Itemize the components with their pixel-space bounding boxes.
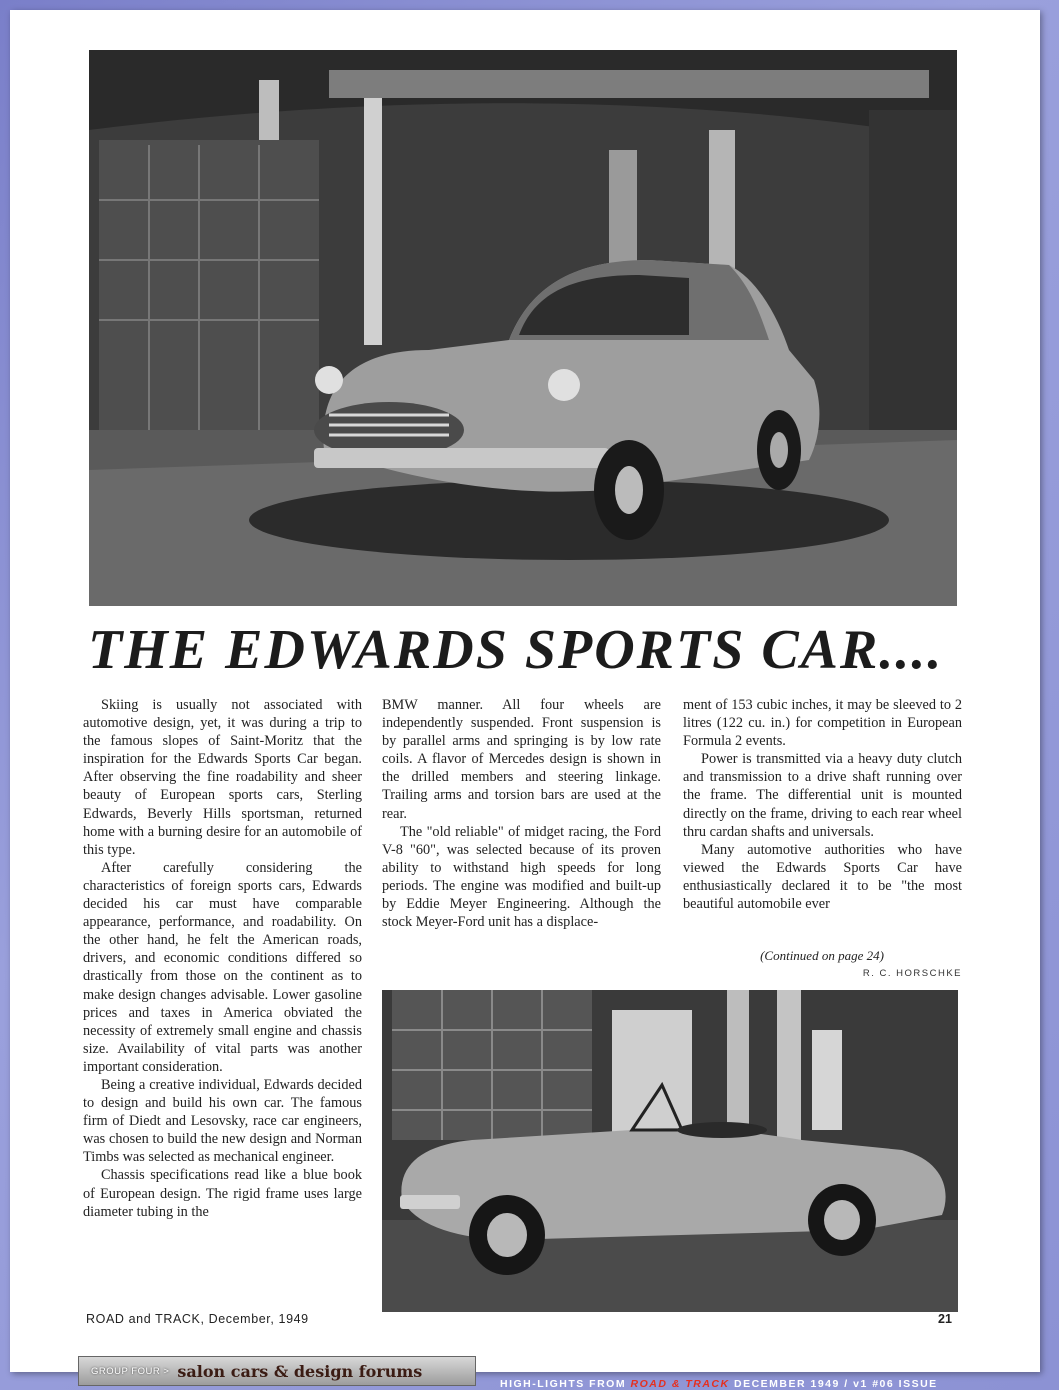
photo-convertible [382,990,958,1312]
paragraph: Skiing is usually not associated with automotive design, yet, it was during a trip to the famous slopes of Saint-Moritz that the inspiration for the Edwards Sports Car began. After observing the fine roadability and sheer beauty of European sports cars, Sterling Edwards, Beverly Hills sportsman, returned home with a burning desire for an automobile of this type. [83,697,362,858]
paragraph: Being a creative individual, Edwards decided to design and build his own car. The famous firm of Diedt and Lesovsky, race car engineers, was chosen to build the new design and Norman Timbs was selected as mechanical engineer. [83,1076,362,1166]
convertible-illustration [382,990,958,1312]
footer-page-number: 21 [938,1312,952,1326]
article-column-1 [83,696,362,1221]
highlights-strip [500,1379,1059,1390]
banner-forums-title: salon cars & design forums [177,1361,423,1381]
paragraph: Many automotive authorities who have viewed the Edwards Sports Car have enthusiastically declared it to be "the most beautiful automobile ever [683,841,962,913]
paragraph: ment of 153 cubic inches, it may be sleeved to 2 litres (122 cu. in.) for competition in European Formula 2 events. [683,697,962,750]
strip-prefix: HIGH-LIGHTS FROM [500,1378,627,1390]
article-column-2 [382,696,661,931]
forum-banner[interactable] [78,1356,476,1386]
magazine-page [10,10,1040,1372]
paragraph: After carefully considering the characteristics of foreign sports cars, Edwards decided his car must have comparable appearance, performance, and roadability. On the other hand, he felt the American roads, drivers, and economic conditions differed so drastically from those on the continent as to make design changes advisable. Lower gasoline prices and taxes in America obviated the necessity of extremely small engine and chassis size. Availability of vital parts was another important consideration. [83,859,362,1075]
paragraph: Chassis specifications read like a blue book of European design. The rigid frame uses large diameter tubing in the [83,1167,362,1220]
strip-suffix: DECEMBER 1949 / v1 #06 ISSUE [734,1378,938,1390]
photo-coupe [89,50,957,606]
continued-note: (Continued on page 24) [760,948,884,963]
strip-logo: ROAD & TRACK [630,1378,730,1390]
paragraph: BMW manner. All four wheels are independently suspended. Front suspension is by parallel arms and springing is by low rate coils. A flavor of Mercedes design is shown in the drilled members and steering linkage. Trailing arms and torsion bars are used at the rear. [382,697,661,822]
paragraph: The "old reliable" of midget racing, the Ford V-8 "60", was selected because of its proven ability to withstand high speeds for long periods. The engine was modified and built-up by Eddie Meyer Engineering. Although the stock Meyer-Ford unit has a displace- [382,823,661,931]
footer-publication: ROAD and TRACK, December, 1949 [86,1312,309,1326]
paragraph: Power is transmitted via a heavy duty clutch and transmission to a drive shaft running over the frame. The differential unit is mounted directly on the frame, driving to each rear wheel thru cardan shafts and universals. [683,751,962,840]
banner-group-label: GROUP FOUR > [91,1365,170,1377]
coupe-illustration [89,50,957,606]
author-byline: R. C. HORSCHKE [862,968,962,979]
article-column-3 [683,696,962,913]
article-headline: THE EDWARDS SPORTS CAR.... [88,619,944,681]
